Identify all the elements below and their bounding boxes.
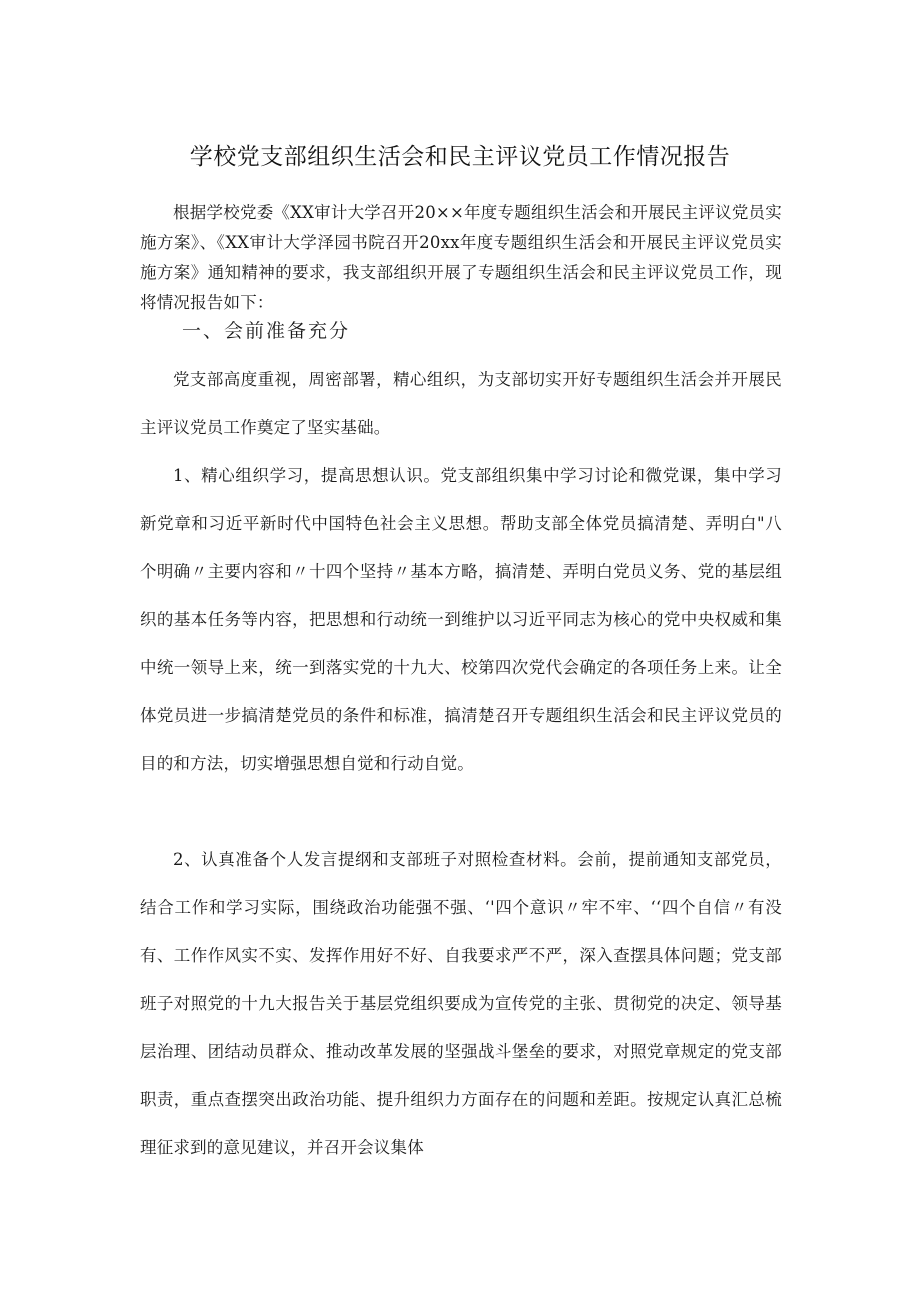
document-title: 学校党支部组织生活会和民主评议党员工作情况报告 — [189, 144, 731, 170]
section1-paragraph-2: 1、精心组织学习，提高思想认识。党支部组织集中学习讨论和微党课，集中学习新党章和习近平新时代中国特色社会主义思想。帮助支部全体党员搞清楚、弄明白"八个明确〃主要内容和〃十四个坚持〃基本方略，搞清楚、弄明白党员义务、党的基层组织的基本任务等内容，把思想和行动统一到维护以习近平同志为核心的党中央权威和集中统一领导上来，统一到落实党的十九大、校第四次党代会确定的各项任务上来。让全体党员进一步搞清楚党员的条件和标准，搞清楚召开专题组织生活会和民主评议党员的目的和方法，切实增强思想自觉和行动自觉。 — [140, 466, 782, 773]
section-heading-1: 一、会前准备充分 — [182, 320, 351, 342]
section1-paragraph-1: 党支部高度重视，周密部署，精心组织，为支部切实开好专题组织生活会并开展民主评议党员工作奠定了坚实基础。 — [140, 370, 782, 437]
intro-paragraph: 根据学校党委《XX审计大学召开20××年度专题组织生活会和开展民主评议党员实施方案》、《XX审计大学泽园书院召开20xx年度专题组织生活会和开展民主评议党员实施方案》通知精神的要求，我支部组织开展了专题组织生活会和民主评议党员工作，现将情况报告如下： — [140, 203, 782, 312]
section1-paragraph-3: 2、认真准备个人发言提纲和支部班子对照检查材料。会前，提前通知支部党员，结合工作和学习实际，围绕政治功能强不强、‘'四个意识〃牢不牢、‘‘四个自信〃有没有、工作作风实不实、发挥作用好不好、自我要求严不严，深入查摆具体问题；党支部班子对照党的十九大报告关于基层党组织要成为宣传党的主张、贯彻党的决定、领导基层治理、团结动员群众、推动改革发展的坚强战斗堡垒的要求，对照党章规定的党支部职责，重点查摆突出政治功能、提升组织力方面存在的问题和差距。按规定认真汇总梳理征求到的意见建议，并召开会议集体 — [140, 850, 782, 1157]
